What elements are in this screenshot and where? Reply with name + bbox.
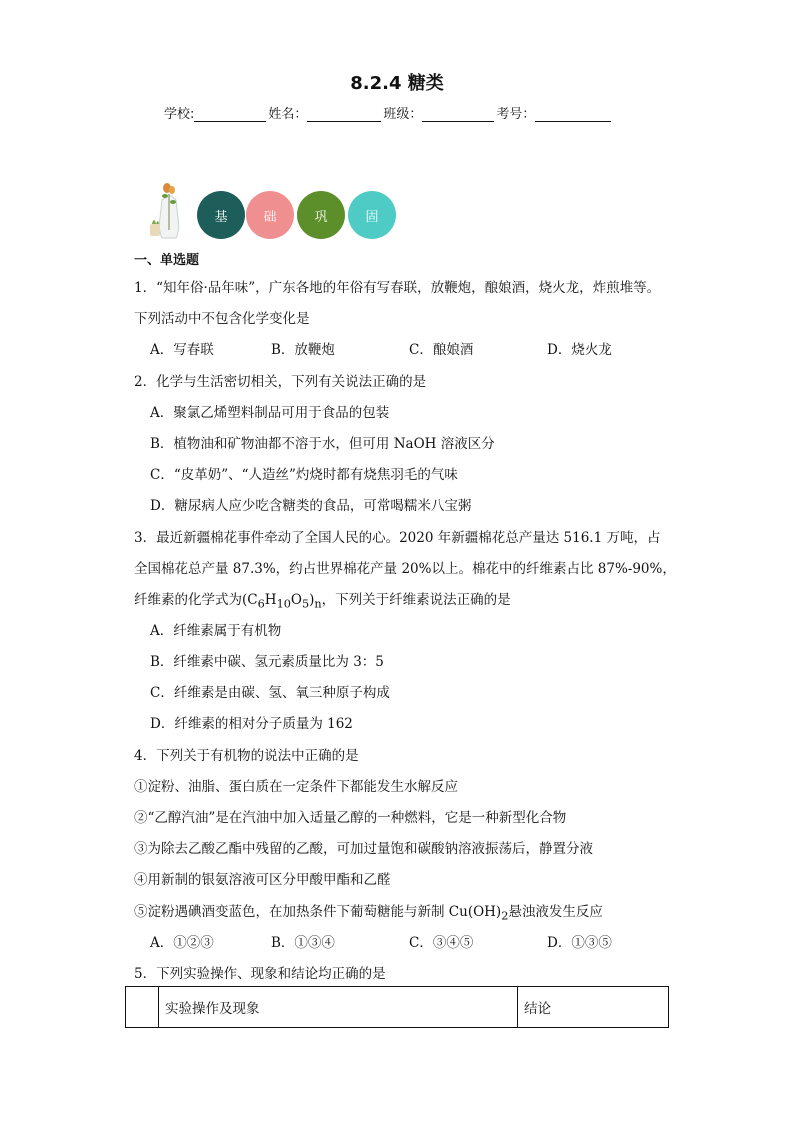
- q3-stem-line-2: 全国棉花总产量 87.3%，约占世界棉花产量 20%以上。棉花中的纤维素占比 87%-90%，: [134, 561, 676, 577]
- section-heading: 一、单选题: [134, 253, 200, 268]
- q4-options: [150, 931, 650, 951]
- student-info-row: [164, 103, 613, 122]
- page-title: 8.2.4 糖类: [350, 73, 444, 94]
- q4-option-a[interactable]: A．①②③: [150, 935, 214, 951]
- q1-stem-line-2: 下列活动中不包含化学变化是: [134, 311, 310, 327]
- q3-formula-h: H: [264, 592, 277, 608]
- q1-option-b[interactable]: B．放鞭炮: [271, 342, 335, 358]
- q1-option-a[interactable]: A．写春联: [150, 342, 214, 358]
- banner-circle-2: [246, 191, 294, 239]
- banner-circle-3: [297, 191, 345, 239]
- q4-item-3: ③为除去乙酸乙酯中残留的乙酸，可加过量饱和碳酸钠溶液振荡后，静置分液: [134, 841, 593, 857]
- school-label: 学校:: [164, 107, 195, 122]
- q1-options: [150, 338, 650, 358]
- q3-formula-o: O: [290, 592, 302, 608]
- q1-stem-line-1: 1．“知年俗·品年味”，广东各地的年俗有写春联，放鞭炮，酿娘酒，烧火龙，炸煎堆等。: [134, 280, 661, 296]
- q4-item-4: ④用新制的银氨溶液可区分甲酸甲酯和乙醛: [134, 872, 391, 888]
- q3-formula-prefix: 纤维素的化学式为(C: [134, 592, 258, 608]
- q4-stem: 4．下列关于有机物的说法中正确的是: [134, 748, 359, 764]
- q1-option-c[interactable]: C．酿娘酒: [409, 342, 474, 358]
- q5-table: [125, 986, 669, 1028]
- banner-circle-1: [197, 191, 245, 239]
- q3-formula-close: ): [309, 592, 315, 608]
- q4-option-b[interactable]: B．①③④: [271, 935, 335, 951]
- q3-formula-sub-h: 10: [276, 597, 291, 611]
- table-header-conclusion: 结论: [518, 987, 669, 1028]
- q4-option-d[interactable]: D．①③⑤: [547, 935, 612, 951]
- q4-item-5-subscript: 2: [501, 909, 509, 923]
- q3-option-b[interactable]: B．纤维素中碳、氢元素质量比为 3：5: [150, 654, 384, 670]
- q3-option-d[interactable]: D．纤维素的相对分子质量为 162: [150, 716, 353, 732]
- q4-item-1: ①淀粉、油脂、蛋白质在一定条件下都能发生水解反应: [134, 779, 458, 795]
- q5-stem: 5．下列实验操作、现象和结论均正确的是: [134, 966, 386, 982]
- banner-char-3: 巩: [314, 209, 328, 225]
- q3-stem-line-1: 3．最近新疆棉花事件牵动了全国人民的心。2020 年新疆棉花总产量达 516.1 万吨，占: [134, 530, 661, 546]
- q3-formula-sub-n: n: [314, 597, 322, 611]
- exam-number-blank[interactable]: [535, 107, 611, 122]
- banner-char-4: 固: [365, 209, 379, 225]
- table-index-cell: [126, 987, 159, 1028]
- q4-item-5-prefix: ⑤淀粉遇碘酒变蓝色，在加热条件下葡萄糖能与新制 Cu(OH): [134, 904, 502, 920]
- q4-item-5: [134, 900, 603, 923]
- q4-item-2: ②“乙醇汽油”是在汽油中加入适量乙醇的一种燃料，它是一种新型化合物: [134, 810, 567, 826]
- q3-stem-suffix: ，下列关于纤维素说法正确的是: [321, 592, 511, 608]
- school-blank[interactable]: [194, 107, 266, 122]
- banner-char-2: 础: [263, 209, 277, 225]
- q4-item-5-suffix: 悬浊液发生反应: [508, 904, 603, 920]
- q2-option-a[interactable]: A．聚氯乙烯塑料制品可用于食品的包装: [150, 405, 390, 421]
- name-label: 姓名：: [268, 107, 308, 122]
- q3-formula-sub-o: 5: [301, 597, 310, 611]
- plant-vase-icon: [148, 180, 193, 240]
- class-label: 班级：: [383, 107, 423, 122]
- q2-option-c[interactable]: C．“皮革奶”、“人造丝”灼烧时都有烧焦羽毛的气味: [150, 467, 458, 483]
- name-blank[interactable]: [307, 107, 381, 122]
- table-row: [126, 987, 669, 1028]
- q3-option-a[interactable]: A．纤维素属于有机物: [150, 623, 282, 639]
- q2-option-b[interactable]: B．植物油和矿物油都不溶于水，但可用 NaOH 溶液区分: [150, 436, 495, 452]
- q3-formula-sub-c: 6: [257, 597, 265, 611]
- banner-char-1: 基: [214, 209, 228, 225]
- q2-stem: 2．化学与生活密切相关，下列有关说法正确的是: [134, 374, 427, 390]
- exam-number-label: 考号：: [496, 107, 536, 122]
- q3-option-c[interactable]: C．纤维素是由碳、氢、氧三种原子构成: [150, 685, 390, 701]
- q1-option-d[interactable]: D．烧火龙: [547, 342, 612, 358]
- class-blank[interactable]: [422, 107, 494, 122]
- q2-option-d[interactable]: D．糖尿病人应少吃含糖类的食品，可常喝糯米八宝粥: [150, 498, 472, 514]
- banner-circle-4: [348, 191, 396, 239]
- q4-option-c[interactable]: C．③④⑤: [409, 935, 474, 951]
- table-header-operation: 实验操作及现象: [159, 987, 518, 1028]
- q3-stem-line-3: [134, 588, 511, 611]
